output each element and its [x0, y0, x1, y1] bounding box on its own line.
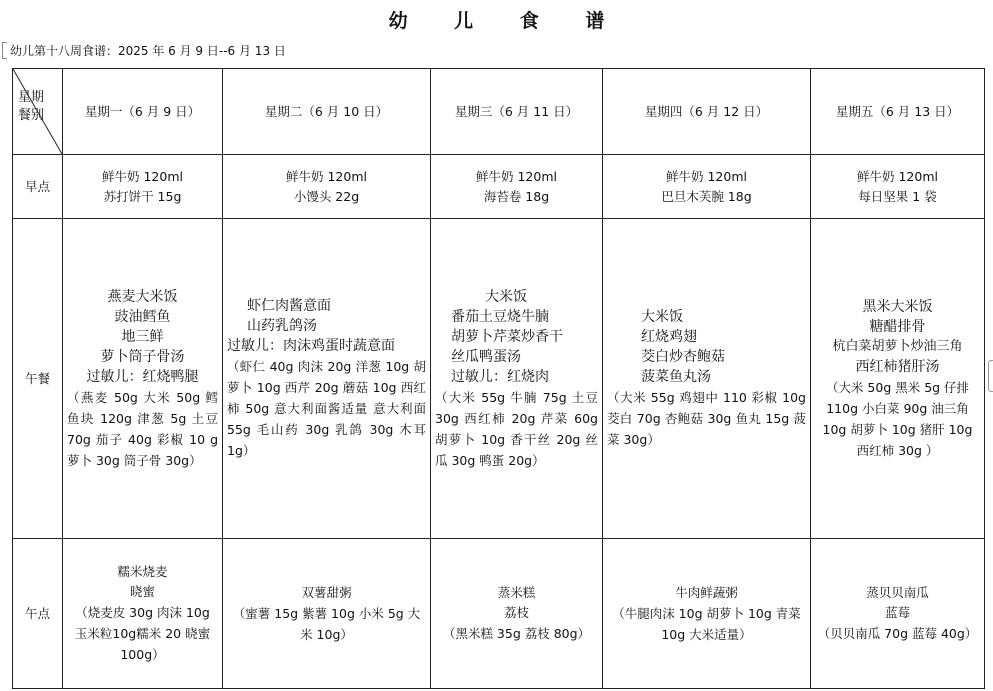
lunch-dish: 山药乳鸽汤 [247, 318, 317, 334]
lunch-dish: 红烧鸡翅 [641, 329, 697, 345]
lunch-dish: 大米饭 [485, 288, 527, 305]
lunch-dish: 胡萝卜芹菜炒香干 [451, 328, 563, 345]
breakfast-item: 小馒头 22g [293, 188, 360, 204]
snack-cell [811, 539, 985, 689]
text-cursor-marker [2, 42, 7, 59]
breakfast-cell [431, 155, 603, 219]
lunch-dish: 虾仁肉酱意面 [247, 298, 331, 314]
lunch-ingredients: （大米 55g 牛腩 75g 土豆 30g 西红柿 20g 芹菜 60g 胡萝卜 10g 香干丝 20g 丝瓜 30g 鸭蛋 20g） [435, 389, 598, 468]
corner-bottom-label: 餐别 [18, 108, 45, 123]
day-header: 星期一（6 月 9 日） [63, 69, 223, 155]
lunch-dish: 杭白菜胡萝卜炒油三角 [832, 338, 963, 354]
snack-cell [63, 539, 223, 689]
breakfast-cell [811, 155, 985, 219]
lunch-ingredients: （大米 55g 鸡翅中 110 彩椒 10g 茭白 70g 杏鲍菇 30g 鱼丸 15g 菠菜 30g） [607, 390, 806, 447]
lunch-ingredients: （大米 50g 黑米 5g 仔排 110g 小白菜 90g 油三角 10g 胡萝卜 10g 猪肝 10g 西红柿 30g ） [822, 379, 973, 458]
header-row [13, 69, 985, 155]
snack-item: 糯米烧麦 [117, 564, 168, 579]
breakfast-item: 鲜牛奶 120ml [857, 168, 938, 184]
lunch-dish: 豉油鳕鱼 [114, 308, 171, 325]
lunch-row [13, 219, 985, 539]
lunch-cell [811, 219, 985, 539]
meal-label: 早点 [13, 155, 63, 219]
snack-item: 蒸贝贝南瓜 [866, 585, 929, 600]
snack-row [13, 539, 985, 689]
meal-label: 午餐 [13, 219, 63, 539]
lunch-dish: 过敏儿：红烧鸭腿 [86, 368, 199, 385]
day-header: 星期三（6 月 11 日） [431, 69, 603, 155]
breakfast-item: 每日坚果 1 袋 [858, 188, 937, 204]
lunch-dish: 西红柿猪肝汤 [855, 358, 940, 375]
breakfast-item: 鲜牛奶 120ml [102, 168, 183, 184]
meal-label: 午点 [13, 539, 63, 689]
corner-top-label: 星期 [18, 90, 45, 105]
week-subtitle: 幼儿第十八周食谱：2025 年 6 月 9 日--6 月 13 日 [10, 44, 286, 58]
snack-item: 蒸米糕 [497, 585, 536, 600]
snack-ingredients: （贝贝南瓜 70g 蓝莓 40g） [817, 626, 978, 641]
breakfast-item: 鲜牛奶 120ml [286, 168, 367, 184]
corner-cell [13, 69, 63, 155]
day-header: 星期五（6 月 13 日） [811, 69, 985, 155]
snack-ingredients: （黑米糕 35g 荔枝 80g） [442, 626, 591, 641]
breakfast-item: 鲜牛奶 120ml [476, 168, 557, 184]
lunch-dish: 糖醋排骨 [869, 318, 926, 335]
lunch-cell [223, 219, 431, 539]
snack-ingredients: （蜜薯 15g 紫薯 10g 小米 5g 大米 10g） [232, 605, 421, 642]
corner-labels [18, 89, 44, 125]
lunch-dish: 菠菜鱼丸汤 [641, 369, 711, 385]
snack-ingredients: （牛腿肉沫 10g 胡萝卜 10g 青菜 10g 大米适量） [612, 605, 801, 642]
lunch-cell [63, 219, 223, 539]
snack-item: 蓝莓 [884, 605, 910, 620]
lunch-dish: 萝卜筒子骨汤 [100, 348, 185, 365]
lunch-dish: 黑米大米饭 [862, 298, 933, 315]
breakfast-cell [63, 155, 223, 219]
snack-ingredients: （烧麦皮 30g 肉沫 10g 玉米粒10g糯米 20 晓蜜 100g） [74, 605, 211, 662]
side-scroll-handle[interactable] [988, 360, 993, 392]
breakfast-item: 鲜牛奶 120ml [666, 168, 747, 184]
snack-item: 双薯甜粥 [301, 584, 352, 600]
snack-cell [223, 539, 431, 689]
breakfast-item: 苏打饼干 15g [103, 188, 182, 204]
breakfast-item: 海苔卷 18g [483, 188, 550, 204]
snack-item: 荔枝 [503, 605, 529, 620]
lunch-dish: 过敏儿：红烧肉 [451, 368, 549, 385]
snack-item: 牛肉鲜蔬粥 [675, 584, 738, 600]
lunch-dish: 过敏儿：肉沫鸡蛋时蔬意面 [227, 338, 395, 354]
snack-cell [603, 539, 811, 689]
lunch-ingredients: （虾仁 40g 肉沫 20g 洋葱 10g 胡萝卜 10g 西芹 20g 蘑菇 10g 西红柿 50g 意大利面酱适量 意大利面 55g 毛山药 30g 乳鸽 30g 木耳 1g） [227, 359, 426, 458]
lunch-dish: 丝瓜鸭蛋汤 [451, 348, 521, 365]
breakfast-cell [223, 155, 431, 219]
lunch-dish: 燕麦大米饭 [107, 288, 178, 305]
day-header: 星期二（6 月 10 日） [223, 69, 431, 155]
lunch-dish: 地三鲜 [121, 328, 164, 345]
lunch-dish: 大米饭 [641, 309, 683, 325]
lunch-dish: 茭白炒杏鲍菇 [641, 349, 725, 365]
weekly-menu-table [12, 68, 985, 689]
lunch-cell [431, 219, 603, 539]
lunch-dish: 番茄土豆烧牛腩 [451, 308, 549, 325]
breakfast-row [13, 155, 985, 219]
breakfast-cell [603, 155, 811, 219]
snack-cell [431, 539, 603, 689]
breakfast-item: 巴旦木芙腕 18g [661, 188, 752, 204]
page-title: 幼 儿 食 谱 [388, 10, 625, 32]
snack-item: 晓蜜 [129, 584, 155, 599]
lunch-cell [603, 219, 811, 539]
lunch-ingredients: （燕麦 50g 大米 50g 鳕鱼块 120g 津葱 5g 土豆 70g 茄子 40g 彩椒 10 g 萝卜 30g 筒子骨 30g） [67, 389, 218, 468]
day-header: 星期四（6 月 12 日） [603, 69, 811, 155]
